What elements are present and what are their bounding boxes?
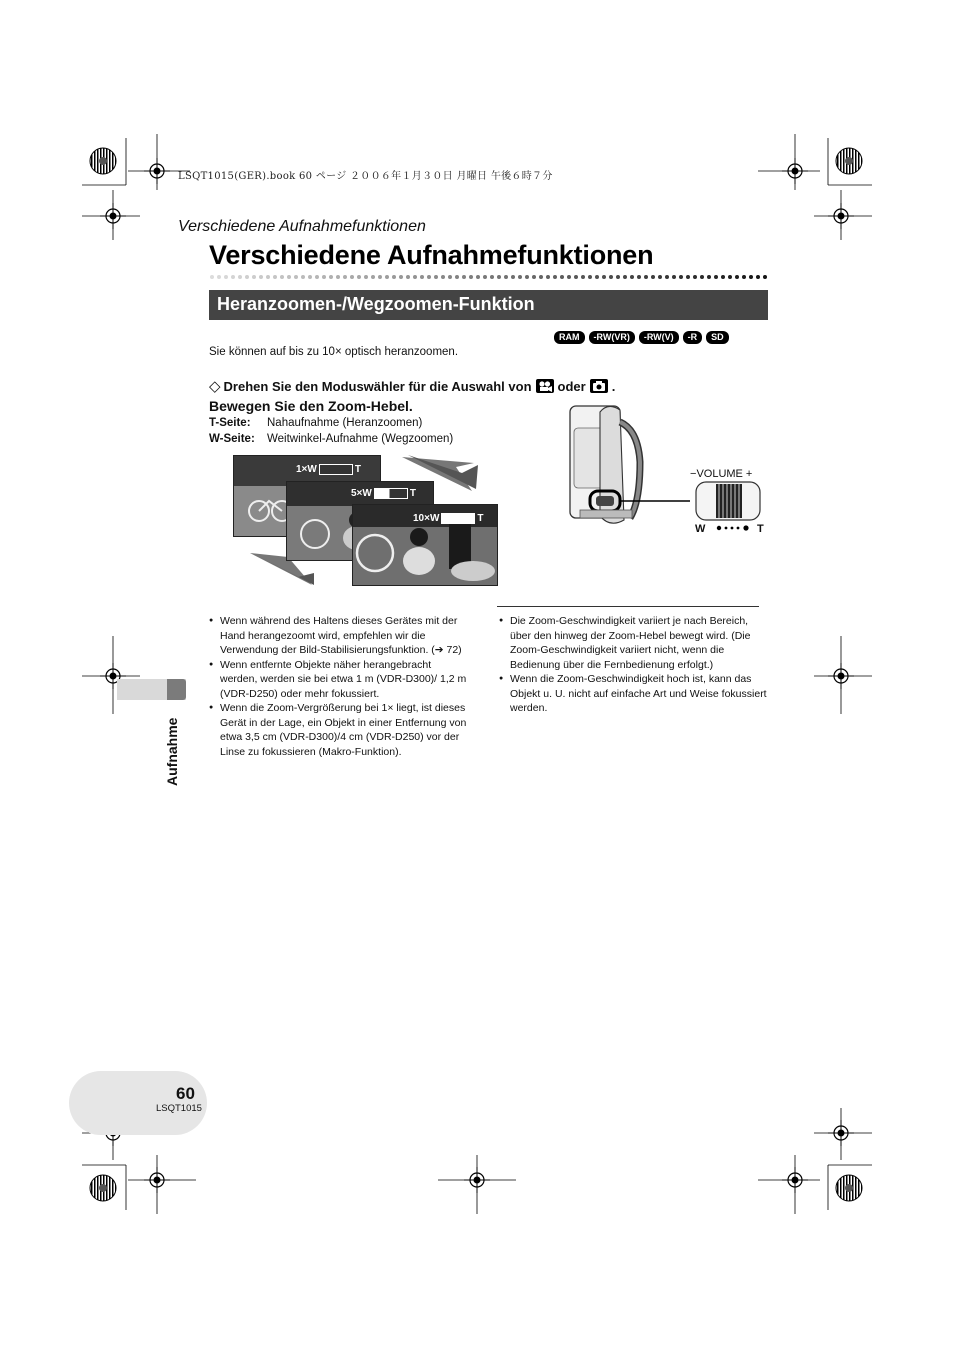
lever-volume: VOLUME: [696, 468, 743, 480]
divider-dot: [546, 275, 550, 279]
chapter-tab-marker: [167, 679, 186, 700]
running-head: Verschiedene Aufnahmefunktionen: [178, 218, 426, 235]
zoom-level-bar: [319, 464, 353, 475]
divider-dot: [756, 275, 760, 279]
divider-dot: [553, 275, 557, 279]
media-badges: [554, 331, 729, 344]
divider-dot: [609, 275, 613, 279]
badge-sd: SD: [706, 331, 729, 344]
notes-left: [209, 614, 471, 759]
zoom-indicator: [413, 513, 484, 524]
step-connector: oder: [557, 378, 586, 394]
intro-text: Sie können auf bis zu 10× optisch heranzoomen.: [209, 346, 459, 358]
lever-ridges: [716, 484, 742, 518]
divider-dot: [714, 275, 718, 279]
document-code: LSQT1015: [156, 1103, 202, 1114]
badge-r: -R: [683, 331, 703, 344]
divider-dot: [679, 275, 683, 279]
divider-dot: [210, 275, 214, 279]
badge-rw-v: -RW(V): [639, 331, 679, 344]
divider-dot: [399, 275, 403, 279]
divider-dot: [224, 275, 228, 279]
divider-dot: [371, 275, 375, 279]
divider-dot: [420, 275, 424, 279]
divider-dot: [252, 275, 256, 279]
step-diamond-icon: ◇: [209, 378, 221, 395]
lever-t-label: T: [757, 523, 764, 535]
badge-ram: RAM: [554, 331, 585, 344]
divider-dot: [441, 275, 445, 279]
divider-dot: [273, 275, 277, 279]
divider-dot: [651, 275, 655, 279]
zoom-indicator: [351, 488, 416, 499]
note-item: ● Wenn die Zoom-Geschwindigkeit hoch ist, kann das Objekt u. U. nicht auf einfache Art und Weise fokussiert werden.: [499, 672, 769, 716]
divider-dot: [700, 275, 704, 279]
note-item: ● Wenn entfernte Objekte näher herangebracht werden, werden sie bei etwa 1 m (VDR-D300)/ 1,2 m (VDR-D250) oder mehr fokussiert.: [209, 658, 471, 702]
divider-dot: [504, 275, 508, 279]
divider-dot: [742, 275, 746, 279]
definition-t: [209, 417, 422, 429]
divider-dot: [497, 275, 501, 279]
divider-dot: [581, 275, 585, 279]
note-item: ● Wenn die Zoom-Vergrößerung bei 1× liegt, ist dieses Gerät in der Lage, ein Objekt in einer Entfernung von etwa 3,5 cm (VDR-D300)/4 cm (VDR-D250) vor der Linse zu fokussieren (Makro-Funktion).: [209, 701, 471, 759]
zoom-tele-label: T: [477, 513, 484, 524]
divider-dot: [329, 275, 333, 279]
zoom-level-label: 1×W: [296, 464, 317, 475]
divider-dot: [763, 275, 767, 279]
divider-dot: [308, 275, 312, 279]
divider-dot: [462, 275, 466, 279]
divider-dot: [686, 275, 690, 279]
lever-plus: +: [745, 468, 753, 480]
lever-w-label: W: [695, 523, 706, 535]
definition-desc: Weitwinkel-Aufnahme (Wegzoomen): [267, 433, 454, 445]
divider-dot: [672, 275, 676, 279]
divider-dot: [336, 275, 340, 279]
divider-dot: [658, 275, 662, 279]
divider-dot: [357, 275, 361, 279]
definition-term: W-Seite:: [209, 433, 255, 445]
divider-dot: [427, 275, 431, 279]
photo-camera-icon: [589, 378, 609, 394]
zoom-indicator: [296, 464, 361, 475]
video-camera-icon: [535, 378, 555, 394]
dotted-divider: [209, 273, 768, 281]
subhead: Bewegen Sie den Zoom-Hebel.: [209, 398, 413, 414]
divider-dot: [518, 275, 522, 279]
divider-dot: [476, 275, 480, 279]
divider-dot: [413, 275, 417, 279]
lever-minus: −: [690, 468, 697, 480]
divider-dot: [637, 275, 641, 279]
step-text: Drehen Sie den Moduswähler für die Auswahl von: [223, 378, 532, 394]
divider-dot: [266, 275, 270, 279]
divider-dot: [574, 275, 578, 279]
registration-star-icon: [836, 1175, 862, 1201]
definition-w: [209, 433, 453, 445]
divider-dot: [560, 275, 564, 279]
divider-dot: [343, 275, 347, 279]
divider-dot: [238, 275, 242, 279]
divider-dot: [567, 275, 571, 279]
divider-dot: [693, 275, 697, 279]
divider-dot: [217, 275, 221, 279]
zoom-photo-10x: [352, 504, 498, 586]
zoom-tele-label: T: [354, 464, 361, 475]
registration-star-icon: [90, 148, 116, 174]
divider-dot: [623, 275, 627, 279]
divider-dot: [364, 275, 368, 279]
step-instruction: [209, 377, 615, 395]
divider-dot: [588, 275, 592, 279]
divider-dot: [665, 275, 669, 279]
divider-dot: [735, 275, 739, 279]
divider-dot: [721, 275, 725, 279]
divider-dot: [392, 275, 396, 279]
divider-dot: [315, 275, 319, 279]
divider-dot: [511, 275, 515, 279]
divider-dot: [525, 275, 529, 279]
divider-dot: [490, 275, 494, 279]
divider-dot: [294, 275, 298, 279]
note-item: ● Die Zoom-Geschwindigkeit variiert je nach Bereich, über den hinweg der Zoom-Hebel bewegt wird. (Die Zoom-Geschwindigkeit variiert nicht, wenn die Bedienung über die Fernbedienung erfolgt.): [499, 614, 769, 672]
divider-dot: [280, 275, 284, 279]
divider-dot: [455, 275, 459, 279]
divider-dot: [350, 275, 354, 279]
note-item: ● Wenn während des Haltens dieses Gerätes mit der Hand herangezoomt wird, empfehlen wir die Verwendung der Bild-Stabilisierungsfunktion. (➔ 72): [209, 614, 471, 658]
divider-dot: [644, 275, 648, 279]
divider-dot: [630, 275, 634, 279]
page-number: 60: [176, 1084, 195, 1103]
notes-right: [499, 614, 769, 716]
divider-dot: [602, 275, 606, 279]
registration-star-icon: [90, 1175, 116, 1201]
divider-dot: [259, 275, 263, 279]
zoom-level-label: 5×W: [351, 488, 372, 499]
chapter-label: Aufnahme: [164, 717, 180, 786]
print-header: LSQT1015(GER).book 60 ページ ２００６年１月３０日 月曜日 午後６時７分: [178, 171, 553, 182]
divider-dot: [385, 275, 389, 279]
lever-volume-label: [690, 468, 752, 480]
divider-dot: [616, 275, 620, 279]
zoom-tele-label: T: [409, 488, 416, 499]
zoom-level-bar: [374, 488, 408, 499]
divider-dot: [287, 275, 291, 279]
zoom-level-bar: [441, 513, 475, 524]
divider-dot: [245, 275, 249, 279]
divider-dot: [728, 275, 732, 279]
divider-dot: [434, 275, 438, 279]
registration-star-icon: [836, 148, 862, 174]
note-divider: [497, 606, 759, 607]
divider-dot: [448, 275, 452, 279]
definition-desc: Nahaufnahme (Heranzoomen): [267, 417, 423, 429]
step-end: .: [611, 378, 616, 394]
definition-term: T-Seite:: [209, 417, 251, 429]
divider-dot: [378, 275, 382, 279]
badge-rw-vr: -RW(VR): [589, 331, 635, 344]
divider-dot: [231, 275, 235, 279]
divider-dot: [483, 275, 487, 279]
divider-dot: [469, 275, 473, 279]
divider-dot: [749, 275, 753, 279]
zoom-level-label: 10×W: [413, 513, 440, 524]
divider-dot: [322, 275, 326, 279]
divider-dot: [595, 275, 599, 279]
divider-dot: [301, 275, 305, 279]
section-title: Heranzoomen-/Wegzoomen-Funktion: [217, 294, 535, 314]
divider-dot: [707, 275, 711, 279]
divider-dot: [406, 275, 410, 279]
page-title: Verschiedene Aufnahmefunktionen: [209, 240, 654, 270]
divider-dot: [532, 275, 536, 279]
divider-dot: [539, 275, 543, 279]
